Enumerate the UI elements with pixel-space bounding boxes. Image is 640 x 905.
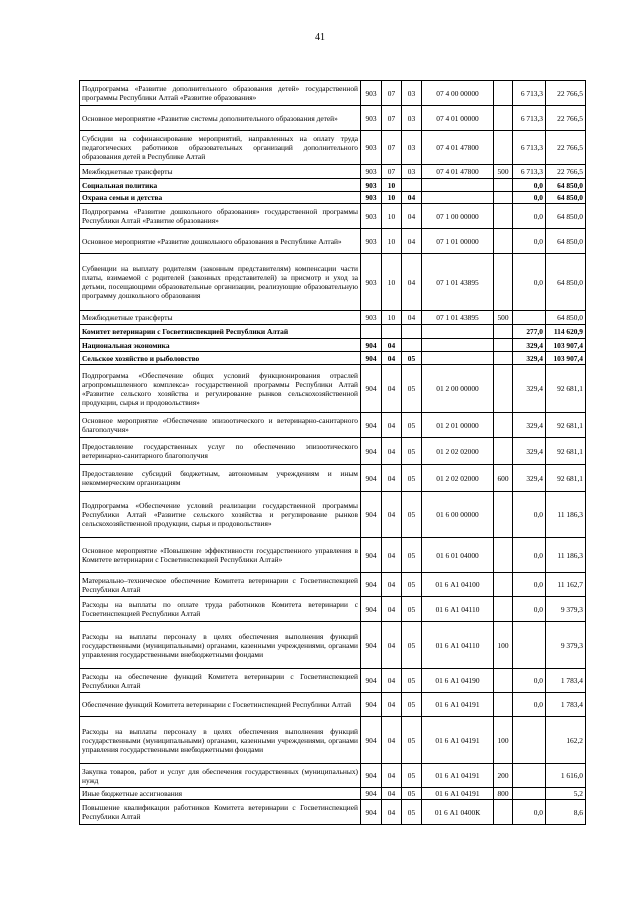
expense-type-code (494, 204, 513, 229)
expense-type-code (494, 131, 513, 165)
ministry-code: 904 (361, 365, 382, 413)
section-code: 04 (382, 438, 402, 465)
row-name: Основное мероприятие «Развитие дошкольного образования в Республике Алтай» (80, 229, 361, 254)
section-code: 04 (382, 597, 402, 622)
subsection-code: 03 (402, 165, 422, 179)
subsection-code: 05 (402, 764, 422, 788)
amount-total: 5,2 (546, 788, 586, 800)
subsection-code: 05 (402, 352, 422, 365)
amount-total: 162,2 (546, 717, 586, 764)
table-row (80, 339, 586, 352)
table-row (80, 538, 586, 573)
amount-total: 1 783,4 (546, 669, 586, 693)
ministry-code: 903 (361, 254, 382, 311)
section-code: 04 (382, 764, 402, 788)
amount-change: 0,0 (513, 254, 546, 311)
subsection-code: 05 (402, 573, 422, 597)
expense-type-code (494, 192, 513, 204)
section-code: 10 (382, 311, 402, 325)
ministry-code: 904 (361, 465, 382, 492)
amount-change: 0,0 (513, 179, 546, 192)
amount-total: 92 681,1 (546, 438, 586, 465)
amount-change: 329,4 (513, 465, 546, 492)
expense-type-code (494, 352, 513, 365)
section-code: 04 (382, 538, 402, 573)
amount-change: 6 713,3 (513, 106, 546, 131)
amount-total: 64 850,0 (546, 229, 586, 254)
ministry-code: 904 (361, 438, 382, 465)
amount-change (513, 311, 546, 325)
table-row (80, 800, 586, 825)
amount-change: 0,0 (513, 573, 546, 597)
row-name: Основное мероприятие «Повышение эффективности государственного управления в Комитете ветеринарии с Госветинспекцией Республики Алтай» (80, 538, 361, 573)
ministry-code: 903 (361, 229, 382, 254)
row-name: Закупка товаров, работ и услуг для обеспечения государственных (муниципальных) нужд (80, 764, 361, 788)
table-row (80, 669, 586, 693)
target-item-code: 01 6 А1 04191 (422, 693, 494, 717)
amount-total: 9 379,3 (546, 622, 586, 669)
expense-type-code (494, 229, 513, 254)
table-row (80, 764, 586, 788)
expense-type-code (494, 413, 513, 438)
expense-type-code (494, 339, 513, 352)
section-code: 07 (382, 106, 402, 131)
table-row (80, 311, 586, 325)
target-item-code: 01 2 00 00000 (422, 365, 494, 413)
expense-type-code (494, 573, 513, 597)
section-code: 04 (382, 717, 402, 764)
amount-change: 6 713,3 (513, 81, 546, 106)
target-item-code (422, 325, 494, 339)
ministry-code: 904 (361, 339, 382, 352)
amount-total: 103 907,4 (546, 352, 586, 365)
expense-type-code (494, 365, 513, 413)
expense-type-code (494, 669, 513, 693)
row-name: Предоставление государственных услуг по обеспечению эпизоотического ветеринарно-санитарного благополучия (80, 438, 361, 465)
amount-total: 8,6 (546, 800, 586, 825)
amount-change: 0,0 (513, 204, 546, 229)
subsection-code: 03 (402, 81, 422, 106)
section-code: 10 (382, 192, 402, 204)
expense-type-code (494, 492, 513, 538)
ministry-code: 903 (361, 311, 382, 325)
amount-change (513, 622, 546, 669)
section-code: 04 (382, 622, 402, 669)
expense-type-code (494, 538, 513, 573)
ministry-code: 903 (361, 131, 382, 165)
section-code: 10 (382, 254, 402, 311)
ministry-code: 904 (361, 693, 382, 717)
target-item-code: 01 6 А1 04100 (422, 573, 494, 597)
target-item-code: 07 4 01 00000 (422, 106, 494, 131)
section-code: 04 (382, 800, 402, 825)
target-item-code: 01 6 А1 04191 (422, 788, 494, 800)
amount-total: 92 681,1 (546, 413, 586, 438)
ministry-code: 904 (361, 573, 382, 597)
table-row (80, 492, 586, 538)
table-row (80, 229, 586, 254)
section-code: 10 (382, 204, 402, 229)
subsection-code: 04 (402, 204, 422, 229)
ministry-code (361, 325, 382, 339)
subsection-code: 05 (402, 717, 422, 764)
table-row (80, 352, 586, 365)
table-row (80, 106, 586, 131)
ministry-code: 904 (361, 492, 382, 538)
subsection-code: 05 (402, 622, 422, 669)
ministry-code: 903 (361, 165, 382, 179)
section-code: 07 (382, 165, 402, 179)
subsection-code: 04 (402, 229, 422, 254)
target-item-code: 01 6 А1 04191 (422, 717, 494, 764)
expense-type-code (494, 81, 513, 106)
subsection-code: 05 (402, 693, 422, 717)
row-name: Расходы на выплаты по оплате труда работников Комитета ветеринарии с Госветинспекцией Республики Алтай (80, 597, 361, 622)
row-name: Подпрограмма «Обеспечение условий реализации государственной программы Республики Алтай «Развитие сельского хозяйства и регулирование рынков сельскохозяйственной продукции, сырья и продовольствия» (80, 492, 361, 538)
ministry-code: 904 (361, 413, 382, 438)
target-item-code (422, 352, 494, 365)
amount-total: 92 681,1 (546, 465, 586, 492)
row-name: Основное мероприятие «Обеспечение эпизоотического и ветеринарно-санитарного благополучия» (80, 413, 361, 438)
expense-type-code: 100 (494, 622, 513, 669)
table-row (80, 204, 586, 229)
amount-total: 11 186,3 (546, 538, 586, 573)
row-name: Иные бюджетные ассигнования (80, 788, 361, 800)
amount-change: 329,4 (513, 438, 546, 465)
row-name: Обеспечение функций Комитета ветеринарии с Госветинспекцией Республики Алтай (80, 693, 361, 717)
expense-type-code (494, 254, 513, 311)
target-item-code: 01 2 01 00000 (422, 413, 494, 438)
subsection-code: 04 (402, 311, 422, 325)
table-row (80, 192, 586, 204)
section-code (382, 325, 402, 339)
subsection-code: 05 (402, 669, 422, 693)
table-row (80, 693, 586, 717)
target-item-code: 07 1 00 00000 (422, 204, 494, 229)
amount-change: 0,0 (513, 669, 546, 693)
section-code: 04 (382, 413, 402, 438)
section-code: 04 (382, 352, 402, 365)
target-item-code: 07 4 01 47800 (422, 131, 494, 165)
expense-type-code: 500 (494, 311, 513, 325)
amount-change: 6 713,3 (513, 131, 546, 165)
section-code: 10 (382, 179, 402, 192)
amount-change: 0,0 (513, 192, 546, 204)
subsection-code: 05 (402, 597, 422, 622)
section-code: 04 (382, 788, 402, 800)
row-name: Комитет ветеринарии с Госветинспекцией Республики Алтай (80, 325, 361, 339)
table-row (80, 788, 586, 800)
subsection-code: 05 (402, 492, 422, 538)
table-row (80, 81, 586, 106)
target-item-code: 07 1 01 43895 (422, 311, 494, 325)
amount-total: 64 850,0 (546, 179, 586, 192)
section-code: 04 (382, 573, 402, 597)
ministry-code: 903 (361, 81, 382, 106)
subsection-code (402, 325, 422, 339)
expense-type-code: 100 (494, 717, 513, 764)
row-name: Материально–техническое обеспечение Комитета ветеринарии с Госветинспекцией Республики Алтай (80, 573, 361, 597)
ministry-code: 903 (361, 106, 382, 131)
target-item-code: 01 2 02 02000 (422, 438, 494, 465)
subsection-code: 05 (402, 438, 422, 465)
subsection-code (402, 339, 422, 352)
table-row (80, 165, 586, 179)
table-row (80, 131, 586, 165)
table-row (80, 438, 586, 465)
subsection-code (402, 179, 422, 192)
section-code: 04 (382, 465, 402, 492)
ministry-code: 904 (361, 800, 382, 825)
amount-change (513, 764, 546, 788)
section-code: 04 (382, 365, 402, 413)
target-item-code (422, 192, 494, 204)
ministry-code: 903 (361, 204, 382, 229)
amount-total: 64 850,0 (546, 311, 586, 325)
table-row (80, 622, 586, 669)
expense-type-code (494, 106, 513, 131)
amount-change: 329,4 (513, 339, 546, 352)
target-item-code (422, 339, 494, 352)
target-item-code: 07 1 01 43895 (422, 254, 494, 311)
ministry-code: 904 (361, 764, 382, 788)
target-item-code: 01 6 А1 04110 (422, 622, 494, 669)
row-name: Сельское хозяйство и рыболовство (80, 352, 361, 365)
target-item-code: 07 4 00 00000 (422, 81, 494, 106)
table-row (80, 597, 586, 622)
row-name: Подпрограмма «Развитие дошкольного образования» государственной программы Республики Алтай «Развитие образования» (80, 204, 361, 229)
row-name: Субвенции на выплату родителям (законным представителям) компенсации части платы, взимаемой с родителей (законных представителей) за присмотр и уход за детьми, посещающими образовательные организации, реализующие образовательную программу дошкольного образования (80, 254, 361, 311)
target-item-code (422, 179, 494, 192)
amount-change: 0,0 (513, 597, 546, 622)
row-name: Расходы на обеспечение функций Комитета ветеринарии с Госветинспекцией Республики Алтай (80, 669, 361, 693)
section-code: 04 (382, 693, 402, 717)
row-name: Предоставление субсидий бюджетным, автономным учреждениям и иным некоммерческим организациям (80, 465, 361, 492)
target-item-code: 01 6 01 04000 (422, 538, 494, 573)
row-name: Расходы на выплаты персоналу в целях обеспечения выполнения функций государственными (муниципальными) органами, казенными учреждениями, органами управления государственными внебюджетными фондами (80, 717, 361, 764)
subsection-code: 04 (402, 254, 422, 311)
amount-change (513, 788, 546, 800)
subsection-code: 03 (402, 106, 422, 131)
expense-type-code (494, 800, 513, 825)
amount-change: 6 713,3 (513, 165, 546, 179)
ministry-code: 904 (361, 538, 382, 573)
target-item-code: 01 6 А1 04190 (422, 669, 494, 693)
table-row (80, 465, 586, 492)
table-row (80, 325, 586, 339)
amount-total: 103 907,4 (546, 339, 586, 352)
amount-total: 22 766,5 (546, 81, 586, 106)
amount-total: 22 766,5 (546, 131, 586, 165)
subsection-code: 05 (402, 800, 422, 825)
table-row (80, 573, 586, 597)
amount-total: 11 162,7 (546, 573, 586, 597)
budget-table-body (80, 81, 586, 825)
expense-type-code: 800 (494, 788, 513, 800)
expense-type-code (494, 438, 513, 465)
ministry-code: 904 (361, 597, 382, 622)
amount-change: 329,4 (513, 352, 546, 365)
row-name: Межбюджетные трансферты (80, 165, 361, 179)
subsection-code: 05 (402, 788, 422, 800)
subsection-code: 05 (402, 413, 422, 438)
amount-change: 277,0 (513, 325, 546, 339)
amount-total: 11 186,3 (546, 492, 586, 538)
subsection-code: 05 (402, 365, 422, 413)
expense-type-code (494, 325, 513, 339)
amount-change: 0,0 (513, 538, 546, 573)
subsection-code: 03 (402, 131, 422, 165)
expense-type-code: 200 (494, 764, 513, 788)
row-name: Подпрограмма «Обеспечение общих условий функционирования отраслей агропромышленного комплекса» государственной программы Республики Алтай «Развитие сельского хозяйства и регулирование рынков сельскохозяйственной продукции, сырья и продовольствия» (80, 365, 361, 413)
row-name: Расходы на выплаты персоналу в целях обеспечения выполнения функций государственными (муниципальными) органами, казенными учреждениями, органами управления государственными внебюджетными фондами (80, 622, 361, 669)
table-row (80, 179, 586, 192)
ministry-code: 904 (361, 352, 382, 365)
target-item-code: 01 6 А1 0400К (422, 800, 494, 825)
row-name: Повышение квалификации работников Комитета ветеринарии с Госветинспекцией Республики Алтай (80, 800, 361, 825)
amount-total: 114 620,9 (546, 325, 586, 339)
ministry-code: 903 (361, 179, 382, 192)
table-row (80, 365, 586, 413)
row-name: Подпрограмма «Развитие дополнительного образования детей» государственной программы Республики Алтай «Развитие образования» (80, 81, 361, 106)
amount-change (513, 717, 546, 764)
row-name: Основное мероприятие «Развитие системы дополнительного образования детей» (80, 106, 361, 131)
table-row (80, 717, 586, 764)
row-name: Субсидии на софинансирование мероприятий, направленных на оплату труда педагогических работников образовательных организаций дополнительного образования детей в Республике Алтай (80, 131, 361, 165)
subsection-code: 05 (402, 538, 422, 573)
page-number: 41 (315, 32, 325, 43)
expense-type-code (494, 597, 513, 622)
section-code: 04 (382, 492, 402, 538)
expense-type-code (494, 693, 513, 717)
amount-total: 22 766,5 (546, 165, 586, 179)
amount-total: 92 681,1 (546, 365, 586, 413)
amount-total: 22 766,5 (546, 106, 586, 131)
amount-change: 329,4 (513, 365, 546, 413)
table-row (80, 254, 586, 311)
section-code: 10 (382, 229, 402, 254)
target-item-code: 01 6 А1 04191 (422, 764, 494, 788)
amount-change: 0,0 (513, 800, 546, 825)
ministry-code: 904 (361, 717, 382, 764)
table-row (80, 413, 586, 438)
ministry-code: 904 (361, 622, 382, 669)
row-name: Охрана семьи и детства (80, 192, 361, 204)
subsection-code: 04 (402, 192, 422, 204)
target-item-code: 07 1 01 00000 (422, 229, 494, 254)
target-item-code: 01 6 А1 04110 (422, 597, 494, 622)
amount-change: 329,4 (513, 413, 546, 438)
ministry-code: 904 (361, 788, 382, 800)
section-code: 04 (382, 669, 402, 693)
subsection-code: 05 (402, 465, 422, 492)
budget-table (79, 80, 586, 825)
section-code: 07 (382, 131, 402, 165)
amount-change: 0,0 (513, 229, 546, 254)
amount-change: 0,0 (513, 492, 546, 538)
amount-change: 0,0 (513, 693, 546, 717)
section-code: 04 (382, 339, 402, 352)
ministry-code: 904 (361, 669, 382, 693)
row-name: Межбюджетные трансферты (80, 311, 361, 325)
expense-type-code: 600 (494, 465, 513, 492)
amount-total: 9 379,3 (546, 597, 586, 622)
expense-type-code (494, 179, 513, 192)
row-name: Национальная экономика (80, 339, 361, 352)
amount-total: 1 783,4 (546, 693, 586, 717)
ministry-code: 903 (361, 192, 382, 204)
target-item-code: 01 6 00 00000 (422, 492, 494, 538)
amount-total: 64 850,0 (546, 192, 586, 204)
section-code: 07 (382, 81, 402, 106)
expense-type-code: 500 (494, 165, 513, 179)
row-name: Социальная политика (80, 179, 361, 192)
target-item-code: 07 4 01 47800 (422, 165, 494, 179)
target-item-code: 01 2 02 02000 (422, 465, 494, 492)
amount-total: 1 616,0 (546, 764, 586, 788)
amount-total: 64 850,0 (546, 204, 586, 229)
amount-total: 64 850,0 (546, 254, 586, 311)
